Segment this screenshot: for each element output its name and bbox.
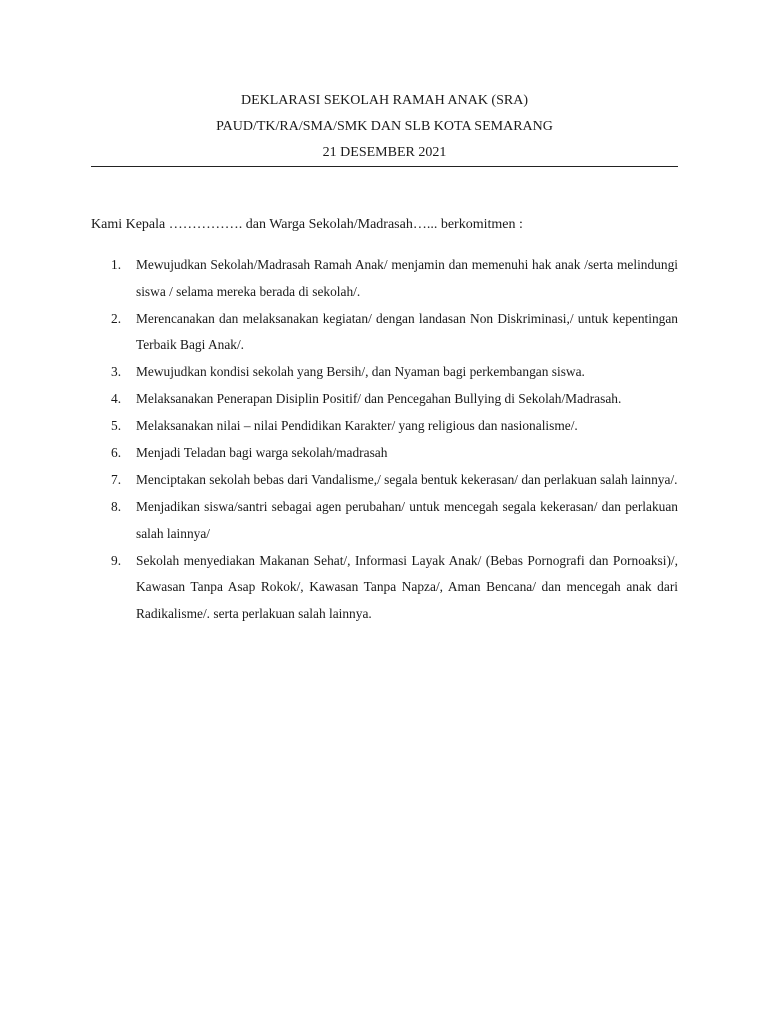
item-number: 9. <box>111 552 122 568</box>
document-header <box>91 88 678 166</box>
item-text: Melaksanakan nilai – nilai Pendidikan Karakter/ yang religious dan nasionalisme/. <box>136 418 578 433</box>
commitment-item-3 <box>91 359 678 386</box>
item-text: Mewujudkan Sekolah/Madrasah Ramah Anak/ menjamin dan memenuhi hak anak /serta melindungi siswa / selama mereka berada di sekolah/. <box>136 257 678 299</box>
commitment-item-6 <box>91 440 678 467</box>
commitment-list <box>91 252 678 628</box>
item-text: Sekolah menyediakan Makanan Sehat/, Informasi Layak Anak/ (Bebas Pornografi dan Pornoaksi)/, Kawasan Tanpa Asap Rokok/, Kawasan Tanpa Napza/, Aman Bencana/ dan mencegah anak dari Radikalisme/. serta perlakuan salah lainnya. <box>136 552 678 621</box>
item-text: Menjadi Teladan bagi warga sekolah/madrasah <box>136 445 388 460</box>
header-divider <box>91 166 678 167</box>
item-number: 5. <box>111 418 122 433</box>
item-number: 1. <box>111 257 122 272</box>
intro-statement: Kami Kepala ……………. dan Warga Sekolah/Madrasah…... berkomitmen : <box>91 217 523 232</box>
item-number: 4. <box>111 391 122 406</box>
item-text: Menciptakan sekolah bebas dari Vandalisme,/ segala bentuk kekerasan/ dan perlakuan salah lainnya/. <box>136 472 678 487</box>
item-number: 8. <box>111 499 122 514</box>
item-number: 6. <box>111 445 122 460</box>
item-text: Melaksanakan Penerapan Disiplin Positif/ dan Pencegahan Bullying di Sekolah/Madrasah. <box>136 391 622 406</box>
document-date: 21 DESEMBER 2021 <box>322 145 447 160</box>
item-text: Mewujudkan kondisi sekolah yang Bersih/, dan Nyaman bagi perkembangan siswa. <box>136 364 585 379</box>
commitment-item-8 <box>91 494 678 547</box>
commitment-item-5 <box>91 413 678 440</box>
document-subtitle: PAUD/TK/RA/SMA/SMK DAN SLB KOTA SEMARANG <box>216 119 553 134</box>
item-text: Menjadikan siswa/santri sebagai agen perubahan/ untuk mencegah segala kekerasan/ dan perlakuan salah lainnya/ <box>136 499 678 541</box>
item-number: 2. <box>111 310 122 326</box>
commitment-item-7 <box>91 467 678 494</box>
document-title: DEKLARASI SEKOLAH RAMAH ANAK (SRA) <box>240 93 528 108</box>
commitment-item-9 <box>91 548 678 628</box>
item-number: 7. <box>111 472 122 487</box>
commitment-item-4 <box>91 386 678 413</box>
item-text: Merencanakan dan melaksanakan kegiatan/ dengan landasan Non Diskriminasi,/ untuk kepentingan Terbaik Bagi Anak/. <box>136 310 678 352</box>
commitment-item-1 <box>91 252 678 305</box>
commitment-item-2 <box>91 306 678 359</box>
item-number: 3. <box>111 364 122 379</box>
